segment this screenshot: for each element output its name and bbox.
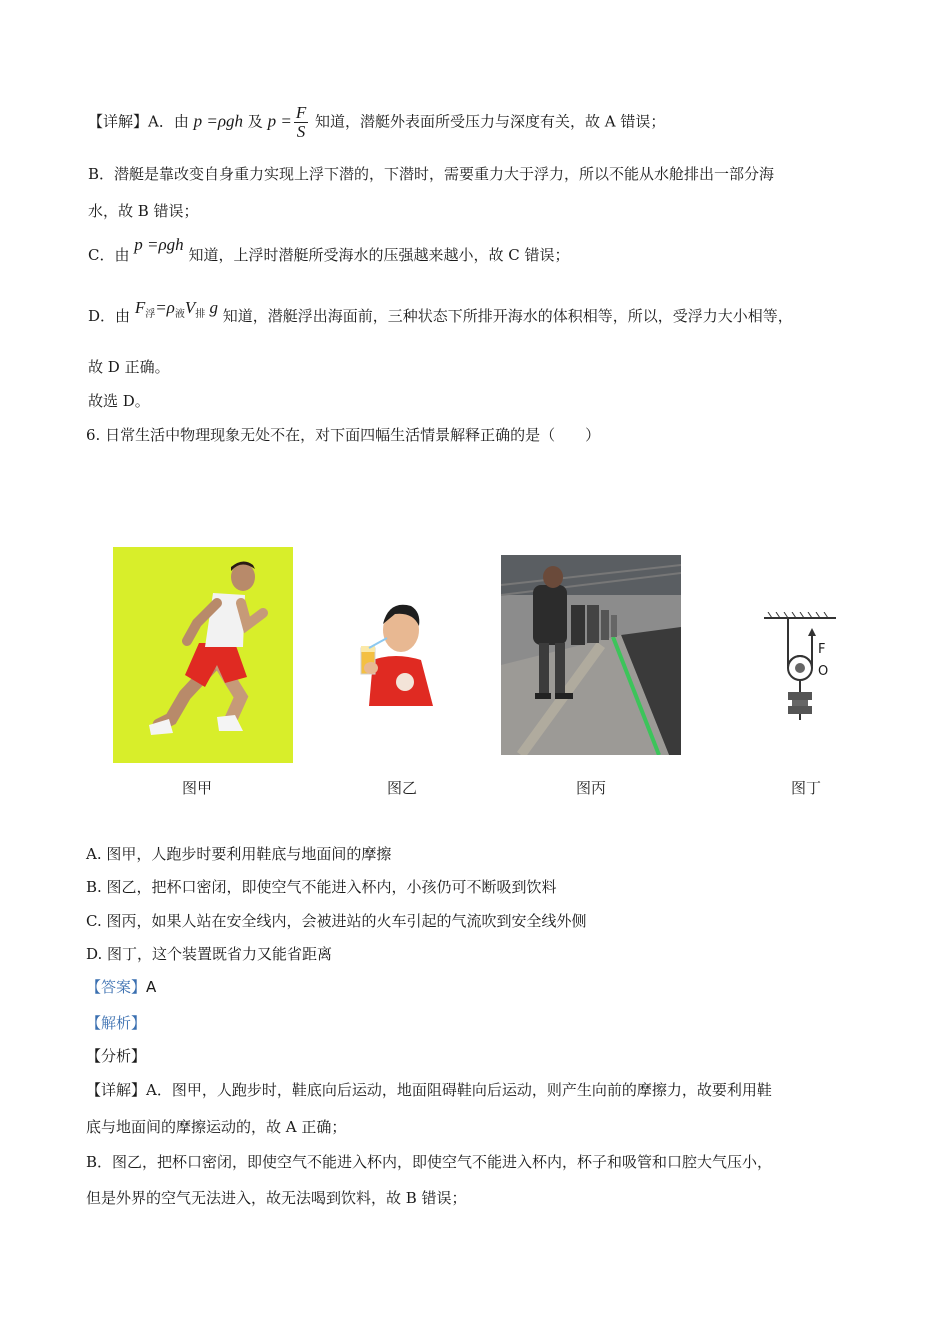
- fraction-f-over-s: $\frac{F}{S}$: [295, 103, 307, 141]
- answer-value: A: [146, 978, 157, 996]
- detail-line-d: D．由 $F_浮=\rho_液V_排$ g 知道，潜艇浮出海面前，三种状态下所排开海水的体积相等，所以，受浮力大小相等，: [88, 298, 793, 325]
- detail-b-line2: 但是外界的空气无法进入，故无法喝到饮料，故 B 错误；: [86, 1189, 467, 1207]
- detail-line-a: 【详解】A．由 p =ρgh 及 p = $\frac{F}{S}$ 知道，潜艇外表面所受压力与深度有关，故 A 错误；: [88, 103, 666, 141]
- formula-pressure: p =ρgh: [193, 111, 244, 131]
- fenxi-tag: 【分析】: [86, 1047, 147, 1065]
- option-b: B. 图乙，把杯口密闭，即使空气不能进入杯内，小孩仍可不断吸到饮料: [86, 878, 557, 896]
- choose-line: 故选 D。: [88, 392, 150, 410]
- option-c: C. 图丙，如果人站在安全线内，会被进站的火车引起的气流吹到安全线外侧: [86, 912, 587, 930]
- option-a: A. 图甲，人跑步时要利用鞋底与地面间的摩擦: [86, 845, 392, 863]
- caption-ding: 图丁: [791, 779, 822, 797]
- analysis-tag: 【解析】: [86, 1014, 147, 1032]
- caption-jia: 图甲: [182, 779, 213, 797]
- detail-line-b2: 水，故 B 错误；: [88, 202, 199, 220]
- answer-tag: 【答案】: [86, 978, 147, 996]
- figure-runner: [113, 547, 293, 763]
- option-d: D. 图丁，这个装置既省力又能省距离: [86, 945, 333, 963]
- caption-bing: 图丙: [576, 779, 607, 797]
- figure-child-drinking: [355, 590, 435, 708]
- detail-a-line2: 底与地面间的摩擦运动的，故 A 正确；: [86, 1118, 347, 1136]
- figure-train-platform: [501, 555, 681, 755]
- formula-pressure-c: p =ρgh: [134, 235, 184, 254]
- detail-b-line1: B．图乙，把杯口密闭，即使空气不能进入杯内，即使空气不能进入杯内，杯子和吸管和口腔大气压小，: [86, 1153, 773, 1171]
- detail-line-b1: B．潜艇是靠改变自身重力实现上浮下潜的，下潜时，需要重力大于浮力，所以不能从水舱排出一部分海: [88, 165, 775, 183]
- detail-line-c: C．由 p =ρgh 知道，上浮时潜艇所受海水的压强越来越小，故 C 错误；: [88, 235, 570, 264]
- pulley-label-o: O: [818, 664, 829, 679]
- pulley-label-f: F: [818, 642, 826, 657]
- detail-line-d2: 故 D 正确。: [88, 358, 170, 376]
- detail-a-line1: 【详解】A．图甲，人跑步时，鞋底向后运动，地面阻碍鞋向后运动，则产生向前的摩擦力，故要利用鞋: [86, 1081, 772, 1099]
- formula-buoyancy: $F_浮=\rho_液V_排$ g: [134, 298, 218, 320]
- answer-line: [86, 977, 156, 997]
- question-6-stem: 6. 日常生活中物理现象无处不在，对下面四幅生活情景解释正确的是（ ）: [86, 426, 601, 444]
- caption-yi: 图乙: [387, 779, 418, 797]
- figure-pulley: [760, 612, 840, 724]
